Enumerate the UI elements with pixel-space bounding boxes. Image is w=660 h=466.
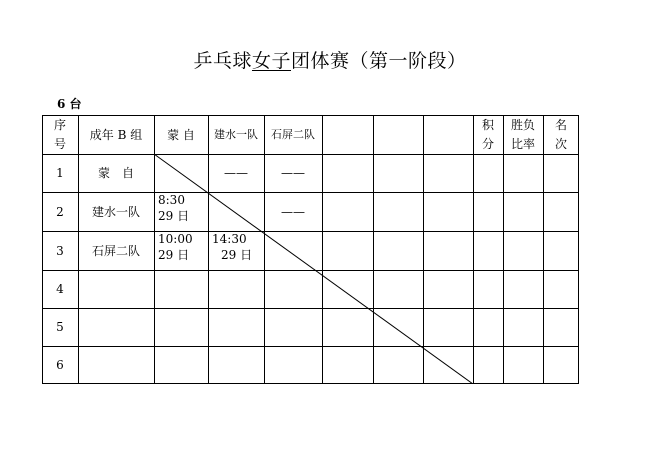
row-3-team-2-time: 14:30: [212, 232, 247, 246]
grid-line: [578, 115, 579, 384]
header-ratio-label: 胜负比率: [510, 117, 535, 151]
row-3-name: 石屏二队: [91, 243, 140, 258]
header-team-3: 石屏二队: [271, 127, 315, 141]
header-no: [42, 115, 78, 154]
grid-line: [42, 346, 579, 347]
row-2-team-1-cell: [154, 192, 208, 231]
header-score: [473, 115, 503, 154]
header-group: 成年 B 组: [89, 127, 143, 142]
grid-line: [373, 115, 374, 384]
row-3-team-2-date: 29 日: [221, 248, 253, 262]
row-4-no: 4: [56, 282, 64, 296]
page-title: [0, 46, 660, 73]
header-rank: [543, 115, 579, 154]
row-1-team-2-cell: ——: [224, 166, 248, 180]
row-6-no: 6: [56, 358, 64, 372]
title-part-2: 团体赛（第一阶段）: [291, 50, 467, 72]
grid-line: [42, 383, 579, 384]
header-team-2: 建水一队: [214, 127, 258, 141]
grid-line: [42, 154, 579, 155]
row-1-team-3-cell: ——: [281, 166, 305, 180]
header-score-label: 积分: [481, 117, 494, 151]
row-5-no: 5: [56, 320, 64, 334]
grid-line: [543, 115, 544, 384]
grid-line: [42, 115, 43, 384]
grid-line: [42, 231, 579, 232]
row-1-name: 蒙 自: [97, 166, 134, 180]
grid-line: [154, 115, 155, 384]
row-2-team-3-cell: ——: [281, 204, 305, 219]
title-underlined-part: 女子: [251, 50, 291, 72]
row-2-team-1-time: 8:30: [158, 193, 185, 207]
grid-line: [42, 270, 579, 271]
schedule-table: [42, 115, 579, 384]
grid-line: [264, 115, 265, 384]
grid-line: [322, 115, 323, 384]
header-team-1: 蒙 自: [167, 127, 195, 142]
grid-line: [503, 115, 504, 384]
row-2-team-1-date: 29 日: [158, 209, 190, 223]
grid-line: [42, 308, 579, 309]
row-1-no: 1: [56, 166, 64, 180]
header-no-label: 序号: [53, 117, 66, 151]
grid-line: [42, 192, 579, 193]
grid-line: [78, 115, 79, 384]
grid-line: [423, 115, 424, 384]
row-2-name: 建水一队: [91, 204, 140, 219]
row-2-no: 2: [56, 204, 64, 219]
grid-line: [208, 115, 209, 384]
row-3-team-1-cell: [154, 231, 208, 270]
grid-line: [42, 115, 579, 116]
row-3-team-2-cell: [208, 231, 264, 270]
table-label: 6 台: [57, 97, 82, 111]
row-3-team-1-date: 29 日: [158, 248, 190, 262]
row-3-team-1-time: 10:00: [158, 232, 193, 246]
title-part-1: 乒乓球: [193, 50, 252, 72]
row-3-no: 3: [56, 243, 64, 258]
grid-line: [473, 115, 474, 384]
header-rank-label: 名次: [554, 117, 567, 151]
header-ratio: [503, 115, 543, 154]
